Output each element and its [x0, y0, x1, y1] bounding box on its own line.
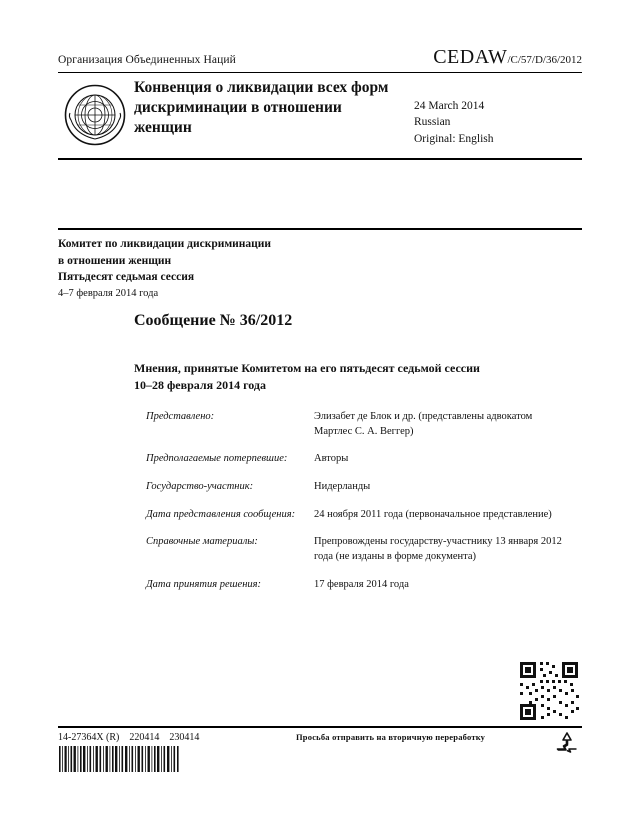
table-row [146, 480, 566, 495]
particular-value: 17 февраля 2014 года [314, 578, 409, 590]
particular-value: 24 ноября 2011 года (первоначальное представление) [314, 508, 552, 520]
committee-block [58, 236, 458, 302]
masthead-rule-bottom [58, 158, 582, 160]
document-date: 24 March 2014 [414, 100, 485, 112]
committee-rule [58, 228, 582, 230]
table-row [146, 410, 566, 439]
particular-label: Государство-участник: [146, 481, 254, 493]
un-emblem-icon [64, 84, 126, 146]
particular-label: Справочные материалы: [146, 536, 258, 548]
page-content [58, 40, 582, 780]
document-symbol-suffix: /C/57/D/36/2012 [507, 54, 582, 66]
views-title-line1: Мнения, принятые Комитетом на его пятьдесят седьмой сессии [134, 361, 480, 375]
masthead-rule-top [58, 72, 582, 73]
document-language: Russian [414, 116, 451, 129]
particulars-table [146, 410, 566, 606]
barcode [58, 746, 180, 772]
particular-value: Препровождены государству-участнику 13 января 2012 года (не изданы в форме документа) [314, 536, 562, 563]
session-dates: 4–7 февраля 2014 года [58, 288, 159, 300]
recycle-icon [554, 730, 580, 756]
document-meta [414, 98, 494, 147]
particular-value: Авторы [314, 453, 349, 465]
table-row [146, 508, 566, 523]
particular-label: Дата принятия решения: [146, 578, 262, 590]
qr-code-icon [518, 660, 580, 722]
communication-number: Сообщение № 36/2012 [134, 312, 293, 329]
committee-name-line1: Комитет по ликвидации дискриминации [58, 238, 272, 250]
job-number: 14-27364X (R) 220414 230414 [58, 732, 200, 743]
particular-label: Предполагаемые потерпевшие: [146, 453, 288, 465]
session-number: Пятьдесят седьмая сессия [58, 271, 195, 284]
recycle-note: Просьба отправить на вторичную переработку [296, 732, 486, 742]
table-row [146, 578, 566, 593]
particular-value: Нидерланды [314, 481, 371, 493]
document-symbol [433, 46, 582, 69]
document-original-language: Original: English [414, 132, 494, 145]
convention-title: Конвенция о ликвидации всех форм дискриминации в отношении женщин [134, 79, 389, 137]
particular-label: Представлено: [146, 411, 215, 422]
views-title [134, 360, 534, 395]
footer-rule [58, 726, 582, 728]
table-row [146, 452, 566, 467]
organization-name: Организация Объединенных Наций [58, 54, 236, 66]
committee-name-line2: в отношении женщин [58, 254, 172, 267]
views-title-line2: 10–28 февраля 2014 года [134, 378, 266, 393]
particular-value: Элизабет де Блок и др. (представлены адвокатом Мартлес С. А. Веггер) [314, 411, 533, 437]
particular-label: Дата представления сообщения: [146, 508, 296, 520]
document-symbol-main: CEDAW [433, 46, 508, 68]
table-row [146, 535, 566, 564]
